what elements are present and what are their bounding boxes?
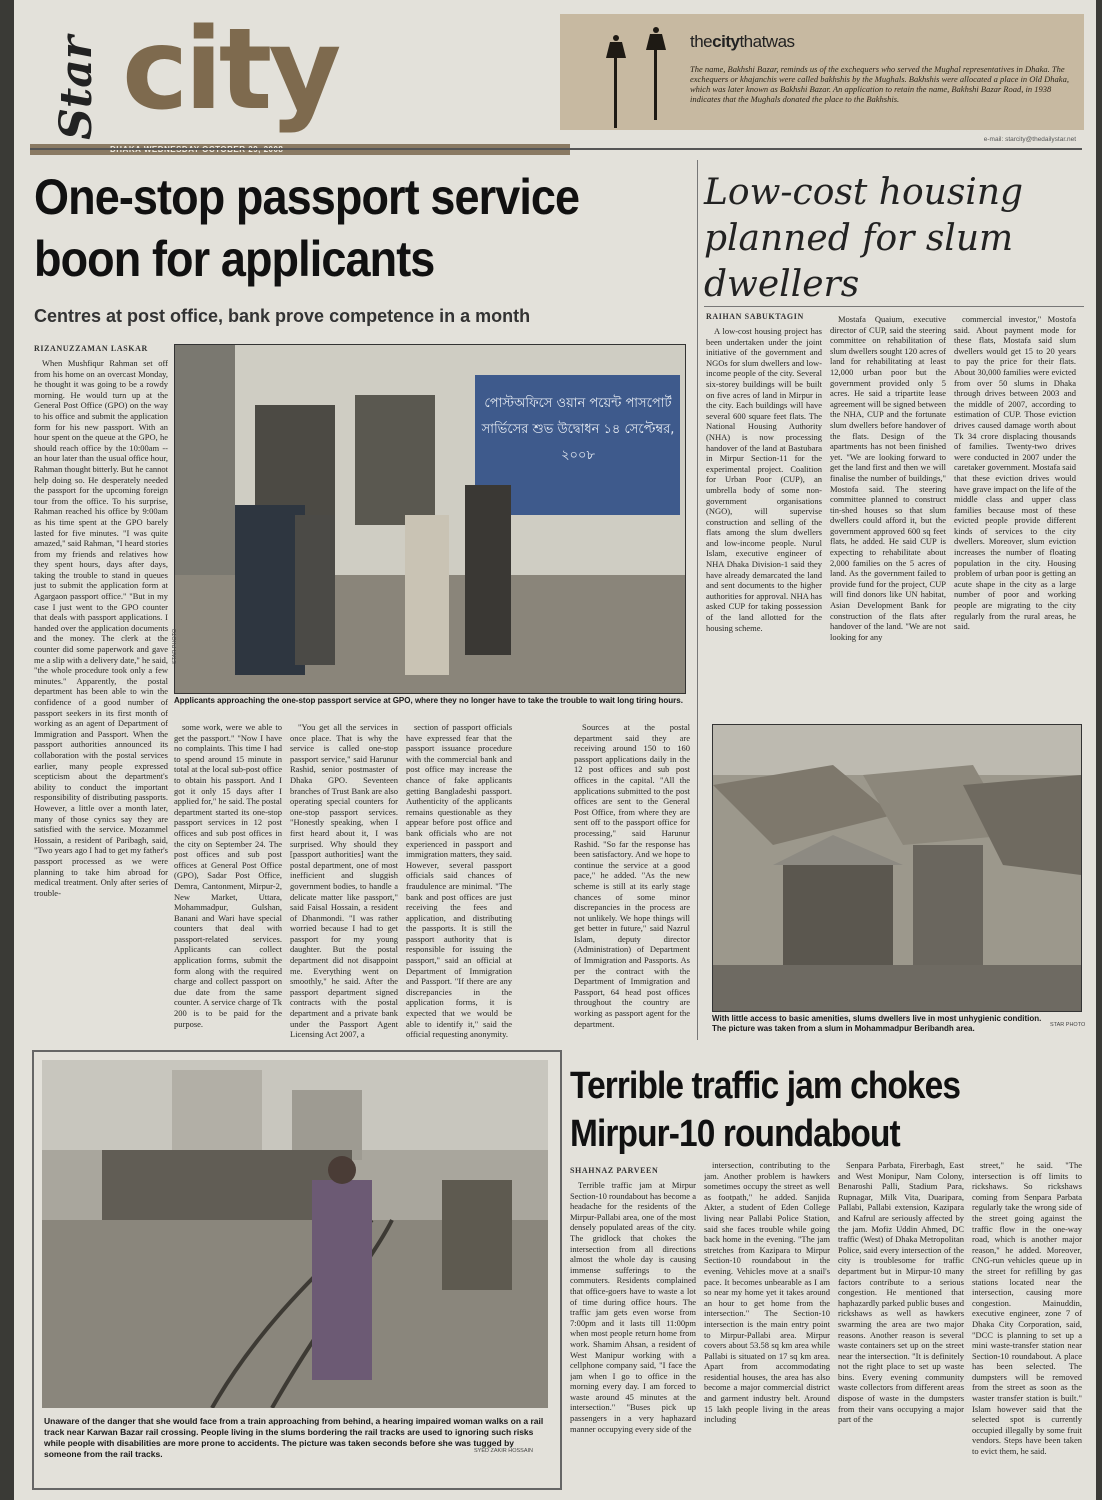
passport-column-1: When Mushfiqur Rahman set off from his home on an overcast Monday, he thought it was going to be a rowdy morning. He would turn up at the General Post Office (GPO) on the way to his office and submit the application form for his new passport. With an hour spent on the queue at the GPO, he should reach office by the 10:00am -- an hour later than the usual office hour, Rahman thought bitterly. But he cannot help doing so. He desperately needed the passport for the upcoming foreign tour from the office. To his surprise, Rahman reached his office by 9:00am as his time spent at the GPO barely lasted for five minutes. "I was quite amazed," said Rahman, "I heard stories from my friends and relatives how they spent hours, days after days, taking the trouble to stand in queues just to submit the application form at Agargaon passport office." "But in my case I just went to the GPO counter that deals with passport applications. I handed over the application documents and the money. The clerk at the counter did some paperwork and gave me a slip with a delivery date," he said, "the whole procedure took only a few minutes." Apparently, the postal department has been able to win the confidence of a good number of passport seekers in its first month of working as an agent of Department of Immigration and Passport. When the passport authorities announced its collaboration with the postal services earlier, many people expressed scepticism about the department's ability to conduct the important responsibility of distributing passports. However, a little over a month later, many of those cynics say they are satisfied with the service. Mozammel Hossain, a resident of Paribagh, said, "Two years ago I had to get my father's passport processed as we were planning to take him abroad for medical treatment. Only after series of trouble- xyxy=(34,358,168,898)
passport-photo xyxy=(174,344,686,694)
passport-photo-caption: Applicants approaching the one-stop passport service at GPO, where they no longer have to take the trouble to wait long tiring hours. xyxy=(174,696,683,705)
rail-photo-box xyxy=(32,1050,562,1490)
passport-column-5: Sources at the postal department said they are receiving around 150 to 160 passport applications daily in the 12 post offices and sub post offices in the capital. "All the applications submitted to the post offices are sent to the General Post Office, from where they are sent off to the passport office for processing," said Harunur Rashid. "So far the response has been satisfactory. And we hope to continue the service at a good pace," he added. "As the new scheme is still at its early stage chances of some minor discrepancies in the process are not unlikely. We hope things will get better in future," said Nazrul Islam, deputy director (Administration) of Department of Immigration and Passports. As per the contract with the Department of Immigration and Passport, 64 head post offices throughout the country are working as passport agent for the department. xyxy=(574,722,690,1029)
slum-image xyxy=(713,725,1081,1011)
rail-photo xyxy=(42,1060,548,1408)
housing-column-3: commercial investor," Mostofa said. About payment mode for these flats, Mostafa said slum dwellers would get 15 to 20 years to pay the price for their flats. About 30,000 families were evicted from over 50 slums in Dhaka through drives between 2003 and the middle of 2007, according to estimation of CUP. Those eviction drives caused damage worth about Tk 34 crore displacing thousands of families. Twenty-two drives were conducted in 2007 under the caretaker government. Mostafa said that these eviction drives would have grave impact on the life of the middle class and upper class families because most of these evicted people provide different kinds of services to the city dwellers. Moreover, slum eviction increases the number of floating population in the city. Housing problem of urban poor is getting an acute shape in the city as a large number of poor and working people are migrating to the city regularly from the rural areas, he said. xyxy=(954,314,1076,632)
passport-column-2: some work, were we able to get the passport." "Now I have no complaints. This time I had to spend around 15 minute in total at the local sub-post office to obtain his passport. And I got it only 15 days after I applied for," he said. The postal department started its one-stop passport services in 12 post offices and sub post offices in the city on September 24. The post offices and sub post offices at General Post Office (GPO), Sadar Post Office, Demra, Cantonment, Mirpur-2, New Market, Uttara, Mohammadpur, Gulshan, Banani and Wari have special counters that deal with passport-related services. Applicants can collect application forms, submit the form along with the required charge and collect passport on due date from the same counter. A service charge of Tk 200 is to be paid for the purpose. xyxy=(174,722,282,1029)
star-logo: Star xyxy=(50,36,102,140)
email-line: e-mail: starcity@thedailystar.net xyxy=(983,136,1076,143)
rail-track-image xyxy=(42,1060,548,1408)
column-rule xyxy=(697,160,698,1040)
slum-photo xyxy=(712,724,1082,1012)
traffic-column-1: Terrible traffic jam at Mirpur Section-10 roundabout has become a headache for the residents of the Mirpur-Pallabi area, one of the most densely populated areas of the city. The gridlock that chokes the intersection from all directions almost the whole day is causing immense sufferings to the commuters. Residents complained that office-goers have to waste a lot of time during office hours. The traffic jam gets even worse from 7:00pm and it lasts till 11:00pm when most people return home from work. Shamim Ahsan, a resident of West Manipur working with a cellphone company said, "I face the jam when I go to office in the morning every day. I am forced to waste around 45 minutes at the intersection." "Buses pick up passengers in a very haphazard manner occupying every side of the xyxy=(570,1180,696,1434)
passport-photo-credit: STAR PHOTO xyxy=(172,628,178,664)
masthead xyxy=(30,5,1082,148)
slum-photo-credit: STAR PHOTO xyxy=(1050,1022,1086,1028)
city-that-was-panel xyxy=(560,14,1084,130)
passport-byline: RIZANUZZAMAN LASKAR xyxy=(34,344,148,353)
traffic-column-4: street," he said. "The intersection is off limits to rickshaws. So rickshaws coming from Senpara Parbata regularly take the wrong side of the street going against the traffic flow in the one-way road, which is another major reason," he added. Moreover, CNG-run vehicles queue up in the street for refilling by gas stations located near the intersection, causing more congestion. Mainuddin, executive engineer, zone 7 of Dhaka City Corporation, said, "DCC is planning to set up a mini waste-transfer station near Section-10 roundabout. A place has been selected. The dumpsters will be removed from the street as soon as the waster transfer station is built." Islam however said that the selected spot is currently occupied illegally by some fruit vendors. Steps have been taken to evict them, he said. xyxy=(972,1160,1082,1457)
city-that-was-text: The name, Bakhshi Bazar, reminds us of the exchequers who served the Mughal representatives in Dhaka. The exchequers or khajanchis were called bakhshis by the Mughals. Bakhshis were allocated a place in Old Dhaka, which was later known as Bakhshi Bazar. An application to retain the name, Bakhshi Bazar Road, in 1938 indicates that the Mughals donated the place to the Bakhshis. xyxy=(690,64,1069,104)
traffic-column-3: Senpara Parbata, Firerbagh, East and West Monipur, Nam Colony, Benaroshi Palli, Stadium Para, Rupnagar, Milk Vita, Duaripara, Pallabi, Pallabi extension, Kazipara and Kafrul are seriously affected by the jam. Mofiz Uddin Ahmed, DC traffic (West) of Dhaka Metropolitan Police, said every intersection of the city is troublesome for traffic department but in Mirpur-10 many factors contribute to a serious congestion. He mentioned that haphazardly parked public buses and rickshaws as well as hawkers swarming the area are two major reasons. Another reason is several waste containers set up on the street near the intersection. "It is definitely not the right place to set up waste bins. Every evening community waste collectors from different areas dispose of waste in the dumpsters from their vans occupying a major part of the xyxy=(838,1160,964,1425)
newspaper-page xyxy=(14,0,1096,1500)
city-that-was-title: thecitythatwas xyxy=(690,32,795,51)
masthead-rule xyxy=(30,148,1082,150)
traffic-byline: SHAHNAZ PARVEEN xyxy=(570,1166,659,1175)
street-lamp-icon xyxy=(596,28,636,128)
city-logo: city xyxy=(122,5,338,135)
traffic-headline: Terrible traffic jam chokes Mirpur-10 roundabout xyxy=(570,1065,961,1155)
passport-banner-text: পোস্টঅফিসে ওয়ান পয়েন্ট পাসপোর্ট সার্ভিসের শুভ উদ্বোধন ১৪ সেপ্টেম্বর, ২০০৮ xyxy=(481,396,675,463)
housing-rule xyxy=(704,306,1084,307)
housing-headline: Low-cost housing planned for slum dwellers xyxy=(704,172,1024,305)
traffic-column-2: intersection, contributing to the jam. Another problem is hawkers sometimes occupy the street as well as footpath," he added. Sanjida Akter, a student of Eden College living near Pallabi Police Station, said she faces trouble while going back home in the evening. "The jam stretches from Kazipara to Mirpur Section-10 roundabout in the evening. Vehicles move at a snail's pace. It becomes unbearable as I am so near my home yet it takes around an hour to get home from the intersection." The Section-10 intersection is the main entry point to Mirpur-Pallabi area. Mirpur covers about 53.58 sq km area while Pallabi is situated on 17 sq km area. Apart from accommodating residential houses, the area has also become a major commercial district and garment industry belt. Around 15 lakh people living in the areas including xyxy=(704,1160,830,1425)
slum-photo-caption: With little access to basic amenities, slums dwellers live in most unhygienic condition. The picture was taken from a slum in Mohammadpur Beribandh area. xyxy=(712,1014,1042,1033)
rail-photo-credit: SYED ZAKIR HOSSAIN xyxy=(474,1448,533,1454)
passport-column-4: section of passport officials have expressed fear that the passport issuance procedure with the commercial bank and post office may increase the chance of fake applicants getting Bangladeshi passport. Authenticity of the applicants remains questionable as they appear before post office and bank officials who are not experienced in passport and immigration matters, they said. However, several passport officials said chances of fraudulence are minimal. "The bank and post offices are just receiving the fees and application, and distributing the passports. It is still the passport authority that is responsible for issuing the passport," said an official at Department of Immigration and Passport. "If there are any discrepancies in the application forms, it is expected that we would be able to identify it," said the official requesting anonymity. xyxy=(406,722,512,1040)
housing-byline: RAIHAN SABUKTAGIN xyxy=(706,312,804,321)
passport-column-3: "You get all the services in once place. That is why the service is called one-stop passport service," said Harunur Rashid, senior postmaster of Dhaka GPO. Seventeen branches of Trust Bank are also operating special counters for one-stop passport services. "Honestly speaking, when I first heard about it, I was surprised. Why should they [passport authorities] want the postal department, one of most inefficient and sluggish government bodies, to handle a delicate matter like passport," said Faisal Hossain, a resident of Dhanmondi. "I was rather worried because I had to get passport for my young daughter. But the postal department did not disappoint me. Everything went on smoothly," he said. After the passport department signed contracts with the postal department and a private bank under the Passport Agent Licensing Act 2007, a xyxy=(290,722,398,1040)
housing-column-2: Mostafa Quaium, executive director of CUP, said the steering committee on rehabilitation of slum dwellers sought 120 acres of land for rehabilitating at least 12,000 urban poor but the government provided only 5 acres. He said a tripartite lease agreement will be signed between the NHA, CUP and the fortunate slum dwellers before handover of the flats. Design of the apartments has not been finished yet. "We are looking forward to get the land first and then we will finalise the number of buildings," Mostofa said. The steering committee planned to construct tin-shed houses so that slum dwellers could afford it, but the government approved 600 sq feet flats, he added. He said CUP is expecting to rehabilitate about 2,000 families on the 5 acres of land. As the government failed to provide fund for the project, CUP will find donors like UN habitat, Asian Development Bank for construction of the flats after handover of the land. "We are not looking for any xyxy=(830,314,946,642)
passport-headline: One-stop passport service boon for applicants xyxy=(34,169,580,287)
passport-subhead: Centres at post office, bank prove competence in a month xyxy=(34,306,531,326)
rail-photo-caption: Unaware of the danger that she would face from a train approaching from behind, a hearing impaired woman walks on a rail track near Karwan Bazar rail crossing. People living in the slums bordering the rail tracks are used to ignoring such risks while people with disabilities are more prone to accidents. The picture was taken seconds before she was tugged by someone from the rail tracks. xyxy=(44,1416,544,1459)
street-lamp-icon xyxy=(636,20,676,120)
housing-column-1: A low-cost housing project has been undertaken under the joint initiative of the government and NGOs for slum dwellers and low-income people of the city. Several six-storey buildings will be built on five acres of land in Mirpur in the city. Each buildings will have several 600 square feet flats. The National Housing Authority (NHA) is now processing handover of the land at Bastubara in Mirpur Section-11 for the experimental project. Coalition for Urban Poor (CUP), an umbrella body of some non-government organisations (NGO), will supervise construction and selling of the flats among the slum dwellers and low-income people. Nurul Islam, executive engineer of NHA Dhaka Division-1 said they have already demarcated the land and sent documents to the higher authorities for approval. NHA has asked CUP for taking possession of the land allotted for the housing scheme. xyxy=(706,326,822,633)
